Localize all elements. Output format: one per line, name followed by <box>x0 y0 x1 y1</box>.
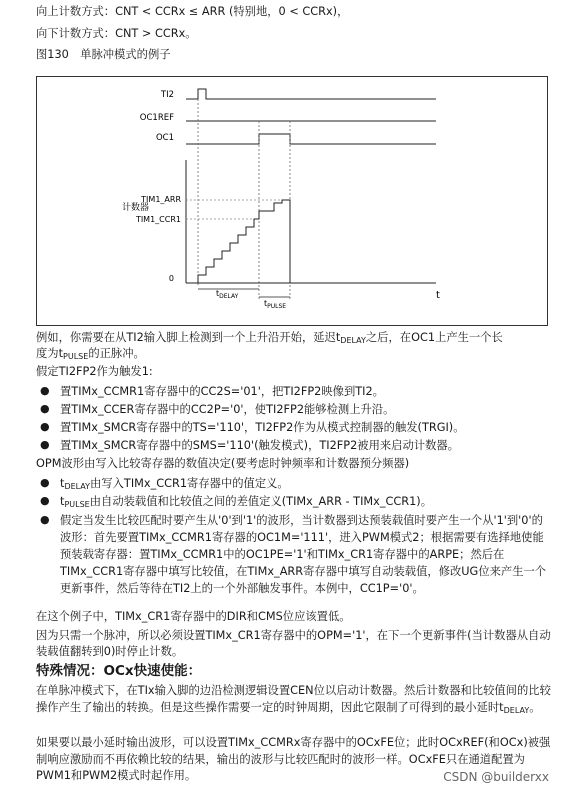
paragraph-line: 度为$t_{PULSE}$的正脉冲。 <box>36 347 145 361</box>
counter-staircase <box>198 200 290 283</box>
bullet-item: 置TIMx_CCER寄存器中的CC2P='0'，使TI2FP2能够检测上升沿。 <box>60 403 395 416</box>
signal-label-ti2: TI2 <box>160 90 174 100</box>
bullet-icon: ● <box>40 402 50 415</box>
bullet-icon: ● <box>40 476 50 489</box>
bullet-icon: ● <box>40 384 50 397</box>
section-heading: 特殊情况：OCx快速使能： <box>36 663 202 679</box>
level-label-zero: 0 <box>168 274 174 283</box>
paragraph-line: 在这个例子中，TIMx_CR1寄存器中的DIR和CMS位应该置低。 <box>36 610 351 623</box>
bullet-icon: ● <box>40 420 50 433</box>
bullet-item: $t_{PULSE}$由自动装载值和比较值之间的差值定义(TIMx_ARR - TIMx_CCR1)。 <box>60 495 433 509</box>
bullet-item: 置TIMx_CCMR1寄存器中的CC2S='01'，把TI2FP2映像到TI2。 <box>60 385 384 398</box>
bullet-item: 假定当发生比较匹配时要产生从'0'到'1'的波形，当计数器到达预装载值时要产生一个从'1'到'0'的波形：首先要置TIMx_CCMR1寄存器的OC1M='111'，进入PWM模式2；根据需要有选择地使能预装载寄存器：置TIMx_CCMR1中的OC1PE='1'和TIMx_CR1寄存器中的ARPE；然后在TIMx_CCR1寄存器中填写比较值，在TIMx_ARR寄存器中填写自动装载值，修改UG位来产生一个更新事件，然后等待在TI2上的一个外部触发事件。本例中，CC1P='0'。 <box>60 514 547 595</box>
bullet-icon: ● <box>40 438 50 451</box>
figure-frame <box>37 77 548 326</box>
paragraph: 在单脉冲模式下，在TIx输入脚的边沿检测逻辑设置CEN位以启动计数器。然后计数器和比较值间的比较操作产生了输出的转换。但是这些操作需要一定的时钟周期，因此它限制了可得到的最小延时$t_{DELAY}$。 <box>36 684 551 715</box>
ti2-waveform <box>186 89 436 99</box>
tdelay-label: $t_{DELAY}$ <box>216 289 239 300</box>
paragraph-line: OPM波形由写入比较寄存器的数值决定(要考虑时钟频率和计数器预分频器) <box>36 457 410 470</box>
signal-label-oc1ref: OC1REF <box>139 113 174 123</box>
text-line: 向上计数方式：CNT < CCRx ≤ ARR (特别地，0 < CCRx)， <box>36 5 349 18</box>
text-line: 向下计数方式：CNT > CCRx。 <box>36 27 197 40</box>
signal-label-oc1: OC1 <box>155 133 174 143</box>
bullet-icon: ● <box>40 494 50 507</box>
paragraph: 因为只需一个脉冲，所以必须设置TIMx_CR1寄存器中的OPM='1'，在下一个更新事件(当计数器从自动装载值翻转到0)时停止计数。 <box>36 629 551 658</box>
bullet-icon: ● <box>40 513 50 526</box>
watermark: CSDN @builderxx <box>443 770 549 784</box>
paragraph-line: 假定TI2FP2作为触发1: <box>36 365 153 378</box>
paragraph: 如果要以最小延时输出波形，可以设置TIMx_CCMRx寄存器中的OCxFE位；此时OCxREF(和OCx)被强制响应激励而不再依赖比较的结果，输出的波形与比较匹配时的波形一样。OCxFE只在通道配置为PWM1和PWM2模式时起作用。 <box>36 736 551 782</box>
oc1-waveform <box>186 134 436 144</box>
bullet-item: 置TIMx_SMCR寄存器中的TS='110'，TI2FP2作为从模式控制器的触发(TRGI)。 <box>60 421 465 434</box>
tpulse-label: $t_{PULSE}$ <box>264 299 287 310</box>
one-pulse-mode-diagram <box>36 76 548 326</box>
bullet-item: 置TIMx_SMCR寄存器中的SMS='110'(触发模式)，TI2FP2被用来启动计数器。 <box>60 439 459 452</box>
paragraph-line: 例如，你需要在从TI2输入脚上检测到一个上升沿开始，延迟$t_{DELAY}$之后，在OC1上产生一个长 <box>36 331 503 345</box>
bullet-item: $t_{DELAY}$由写入TIMx_CCR1寄存器中的值定义。 <box>60 477 289 491</box>
counter-label: 计数器 <box>122 203 150 213</box>
figure-caption: 图130 单脉冲模式的例子 <box>36 48 171 61</box>
level-label-arr: TIM1_ARR <box>141 195 181 204</box>
time-label: t <box>436 290 440 301</box>
level-label-ccr1: TIM1_CCR1 <box>135 215 181 224</box>
